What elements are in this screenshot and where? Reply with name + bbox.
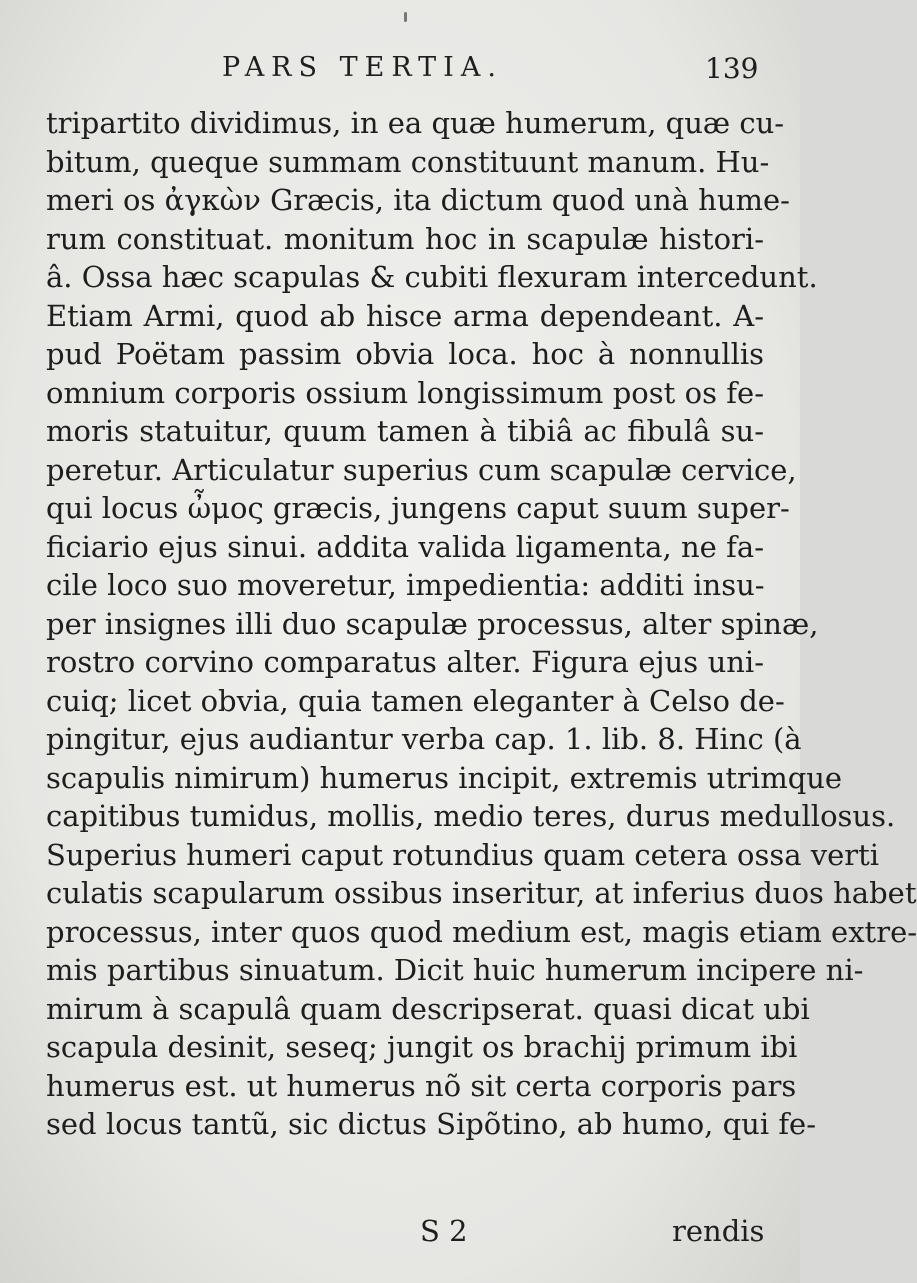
text-line: meri os ἀγκὼν Græcis, ita dictum quod unà hume- xyxy=(46,183,790,217)
text-line: scapulis nimirum) humerus incipit, extremis utrimque xyxy=(46,760,843,795)
text-line: rostro corvino comparatus alter. Figura ejus uni- xyxy=(46,645,764,679)
catchword: rendis xyxy=(672,1214,765,1248)
text-line: mis partibus sinuatum. Dicit huic humerum incipere ni- xyxy=(46,953,864,987)
text-line: scapula desinit, seseq; jungit os brachij primum ibi xyxy=(46,1030,798,1064)
text-line: per insignes illi duo scapulæ processus, alter spinæ, xyxy=(46,606,819,641)
text-line: tripartito dividimus, in ea quæ humerum, quæ cu- xyxy=(46,106,785,140)
text-line: pingitur, ejus audiantur verba cap. 1. lib. 8. Hinc (à xyxy=(46,722,802,756)
text-line: rum constituat. monitum hoc in scapulæ histori- xyxy=(46,221,764,256)
page-number: 139 xyxy=(705,52,759,85)
signature-mark: S 2 xyxy=(420,1214,468,1248)
running-head: PARS TERTIA. xyxy=(222,52,503,83)
text-line: cile loco suo moveretur, impedientia: additi insu- xyxy=(46,568,765,602)
text-line: culatis scapularum ossibus inseritur, at inferius duos habet xyxy=(46,876,917,910)
text-line: Etiam Armi, quod ab hisce arma dependeant. A- xyxy=(46,298,764,333)
text-line: moris statuitur, quum tamen à tibiâ ac fibulâ su- xyxy=(46,414,764,448)
page-header xyxy=(0,52,800,92)
text-line: bitum, queque summam constituunt manum. Hu- xyxy=(46,144,770,179)
body-text xyxy=(46,104,917,1144)
text-line: qui locus ὦμος græcis, jungens caput suum super- xyxy=(46,491,790,525)
text-line: ficiario ejus sinui. addita valida ligamenta, ne fa- xyxy=(46,529,764,564)
text-line: pud Poëtam passim obvia loca. hoc à nonnullis xyxy=(46,337,764,371)
text-line: humerus est. ut humerus nõ sit certa corporis pars xyxy=(46,1068,797,1103)
text-line: cuiq; licet obvia, quia tamen eleganter à Celso de- xyxy=(46,683,785,718)
page-footer xyxy=(0,1214,800,1254)
text-line: omnium corporis ossium longissimum post os fe- xyxy=(46,375,764,410)
text-line: â. Ossa hæc scapulas & cubiti flexuram intercedunt. xyxy=(46,260,818,294)
text-line: capitibus tumidus, mollis, medio teres, durus medullosus. xyxy=(46,799,896,833)
text-line: peretur. Articulatur superius cum scapulæ cervice, xyxy=(46,452,797,487)
ink-speck xyxy=(404,12,407,22)
text-line: processus, inter quos quod medium est, magis etiam extre- xyxy=(46,914,917,949)
text-line: sed locus tantũ, sic dictus Sipõtino, ab humo, qui fe- xyxy=(46,1107,817,1141)
text-line: mirum à scapulâ quam descripserat. quasi dicat ubi xyxy=(46,991,810,1026)
text-line: Superius humeri caput rotundius quam cetera ossa verti xyxy=(46,837,880,872)
